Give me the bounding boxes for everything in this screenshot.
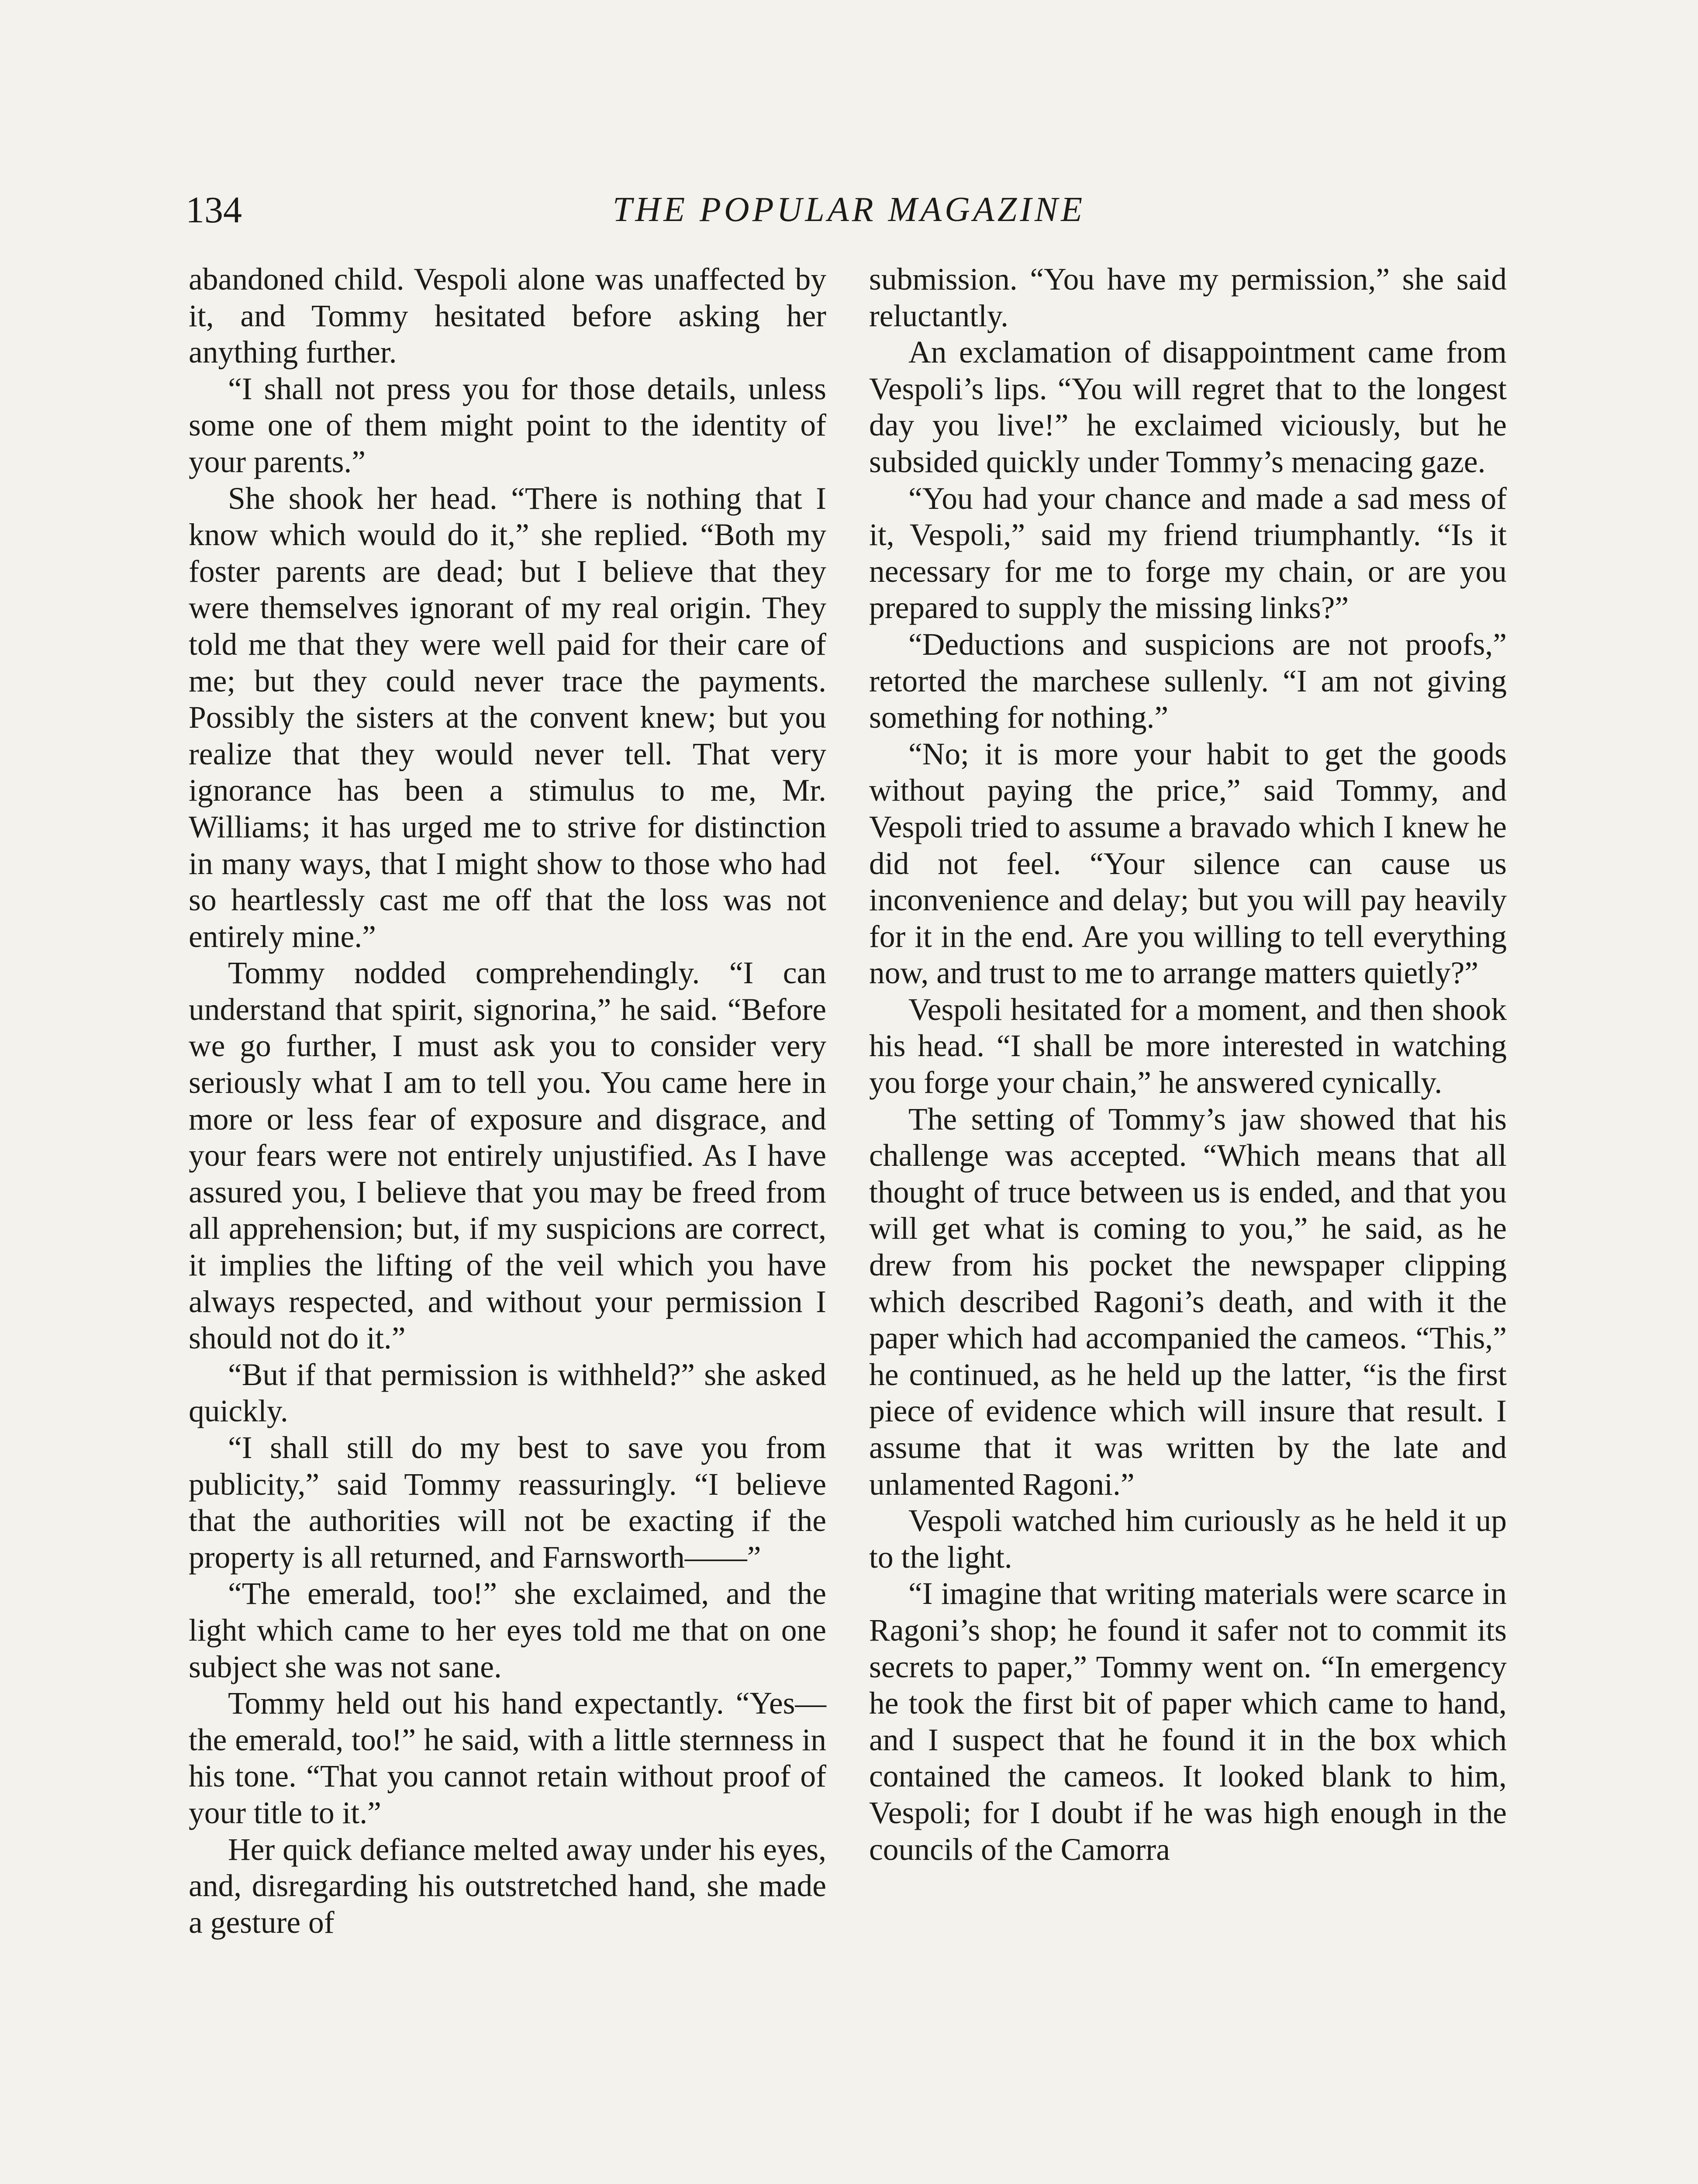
paragraph: An exclamation of disappointment came from Vespoli’s lips. “You will regret that to the longest day you live!” he exclaimed viciously, but he subsided quickly under Tommy’s menacing gaze. bbox=[869, 335, 1507, 479]
paragraph: “But if that permission is withheld?” she asked quickly. bbox=[189, 1357, 826, 1429]
paragraph: “I shall still do my best to save you from publicity,” said Tommy reassuringly. “I believe that the authorities will not be exacting if the property is all returned, and Farnsworth——” bbox=[189, 1431, 826, 1575]
running-header bbox=[0, 186, 1698, 234]
paragraph: The setting of Tommy’s jaw showed that his challenge was accepted. “Which means that all thought of truce between us is ended, and that you will get what is coming to you,” he said, as he drew from his pocket the newspaper clipping which described Ragoni’s death, and with it the paper which had accompanied the cameos. “This,” he continued, as he held up the latter, “is the first piece of evidence which will insure that result. I assume that it was written by the late and unlamented Ragoni.” bbox=[869, 1102, 1507, 1502]
paragraph: Tommy nodded comprehendingly. “I can understand that spirit, signorina,” he said. “Before we go further, I must ask you to consider very seriously what I am to tell you. You came here in more or less fear of exposure and disgrace, and your fears were not entirely unjustified. As I have assured you, I believe that you may be freed from all apprehension; but, if my suspicions are correct, it implies the lifting of the veil which you have always respected, and without your permission I should not do it.” bbox=[189, 956, 826, 1356]
paragraph: submission. “You have my permission,” she said reluctantly. bbox=[869, 262, 1507, 333]
paragraph: “You had your chance and made a sad mess of it, Vespoli,” said my friend triumphantly. “Is it necessary for me to forge my chain, or are you prepared to supply the missing links?” bbox=[869, 481, 1507, 625]
paragraph: “No; it is more your habit to get the goods without paying the price,” said Tommy, and Vespoli tried to assume a bravado which I knew he did not feel. “Your silence can cause us inconvenience and delay; but you will pay heavily for it in the end. Are you willing to tell everything now, and trust to me to arrange matters quietly?” bbox=[869, 736, 1507, 991]
paragraph: “I imagine that writing materials were scarce in Ragoni’s shop; he found it safer not to commit its secrets to paper,” Tommy went on. “In emergency he took the first bit of paper which came to hand, and I suspect that he found it in the box which contained the cameos. It looked blank to him, Vespoli; for I doubt if he was high enough in the councils of the Camorra bbox=[869, 1576, 1507, 1867]
paragraph: “The emerald, too!” she exclaimed, and the light which came to her eyes told me that on one subject she was not sane. bbox=[189, 1576, 826, 1684]
paragraph: Tommy held out his hand expectantly. “Yes—the emerald, too!” he said, with a little sternness in his tone. “That you cannot retain without proof of your title to it.” bbox=[189, 1686, 826, 1830]
paragraph: “Deductions and suspicions are not proofs,” retorted the marchese sullenly. “I am not giving something for nothing.” bbox=[869, 627, 1507, 735]
paragraph: She shook her head. “There is nothing that I know which would do it,” she replied. “Both my foster parents are dead; but I believe that they were themselves ignorant of my real origin. They told me that they were well paid for their care of me; but they could never trace the payments. Possibly the sisters at the convent knew; but you realize that they would never tell. That very ignorance has been a stimulus to me, Mr. Williams; it has urged me to strive for distinction in many ways, that I might show to those who had so heartlessly cast me off that the loss was not entirely mine.” bbox=[189, 481, 826, 954]
paragraph: “I shall not press you for those details, unless some one of them might point to the identity of your parents.” bbox=[189, 371, 826, 479]
running-title: THE POPULAR MAGAZINE bbox=[612, 190, 1086, 229]
paragraph: Vespoli watched him curiously as he held it up to the light. bbox=[869, 1503, 1507, 1575]
left-column bbox=[189, 261, 826, 1941]
paragraph: abandoned child. Vespoli alone was unaffected by it, and Tommy hesitated before asking her anything further. bbox=[189, 262, 826, 370]
paragraph: Vespoli hesitated for a moment, and then shook his head. “I shall be more interested in watching you forge your chain,” he answered cynically. bbox=[869, 992, 1507, 1100]
right-column bbox=[869, 261, 1507, 1868]
page-number: 134 bbox=[186, 189, 242, 231]
paragraph: Her quick defiance melted away under his eyes, and, disregarding his outstretched hand, she made a gesture of bbox=[189, 1832, 826, 1940]
